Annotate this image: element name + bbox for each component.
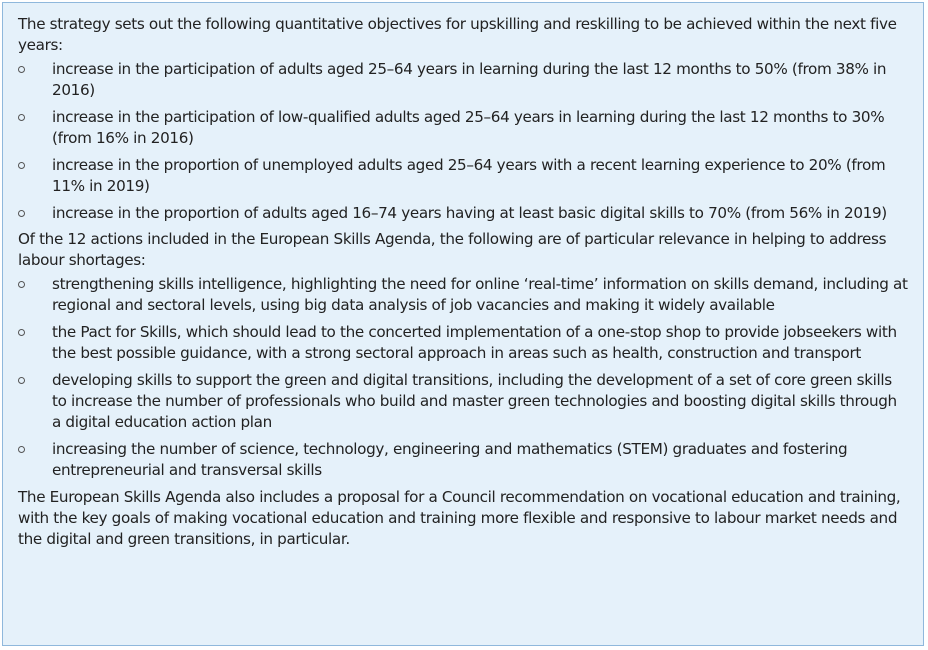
info-box: [2, 2, 924, 646]
list-item: [3, 59, 923, 101]
list-item-text: developing skills to support the green and digital transitions, including the development of a set of core green skills to increase the number of professionals who build and master green technologies and boosting digital skills through a digital education action plan: [52, 371, 897, 431]
list-item-text: increase in the participation of adults aged 25–64 years in learning during the last 12 months to 50% (from 38% in 2016): [52, 60, 887, 99]
list-item-text: the Pact for Skills, which should lead to the concerted implementation of a one-stop shop to provide jobseekers with the best possible guidance, with a strong sectoral approach in areas such as health, construction and transport: [52, 323, 897, 362]
bullet-icon: [18, 377, 25, 384]
list-item-text: increase in the participation of low-qualified adults aged 25–64 years in learning during the last 12 months to 30% (from 16% in 2016): [52, 108, 885, 147]
list-item: [3, 274, 923, 316]
objectives-list: [3, 59, 923, 224]
list-item-text: strengthening skills intelligence, highlighting the need for online ‘real-time’ information on skills demand, including at regional and sectoral levels, using big data analysis of job vacancies and making it widely available: [52, 275, 908, 314]
actions-list: [3, 274, 923, 481]
list-item: [3, 370, 923, 433]
bullet-icon: [18, 210, 25, 217]
list-item: [3, 107, 923, 149]
list-item: [3, 322, 923, 364]
bullet-icon: [18, 329, 25, 336]
actions-intro-paragraph: Of the 12 actions included in the European Skills Agenda, the following are of particular relevance in helping to address labour shortages:: [18, 230, 887, 269]
list-item-text: increase in the proportion of adults aged 16–74 years having at least basic digital skills to 70% (from 56% in 2019): [52, 204, 887, 222]
bullet-icon: [18, 162, 25, 169]
list-item-text: increasing the number of science, technology, engineering and mathematics (STEM) graduates and fostering entrepreneurial and transversal skills: [52, 440, 848, 479]
closing-paragraph: The European Skills Agenda also includes a proposal for a Council recommendation on vocational education and training, with the key goals of making vocational education and training more flexible and responsive to labour market needs and the digital and green transitions, in particular.: [18, 488, 901, 548]
list-item: [3, 203, 923, 224]
bullet-icon: [18, 446, 25, 453]
bullet-icon: [18, 281, 25, 288]
list-item-text: increase in the proportion of unemployed adults aged 25–64 years with a recent learning experience to 20% (from 11% in 2019): [52, 156, 886, 195]
bullet-icon: [18, 114, 25, 121]
intro-paragraph: The strategy sets out the following quantitative objectives for upskilling and reskilling to be achieved within the next five years:: [18, 15, 897, 54]
bullet-icon: [18, 66, 25, 73]
list-item: [3, 155, 923, 197]
list-item: [3, 439, 923, 481]
